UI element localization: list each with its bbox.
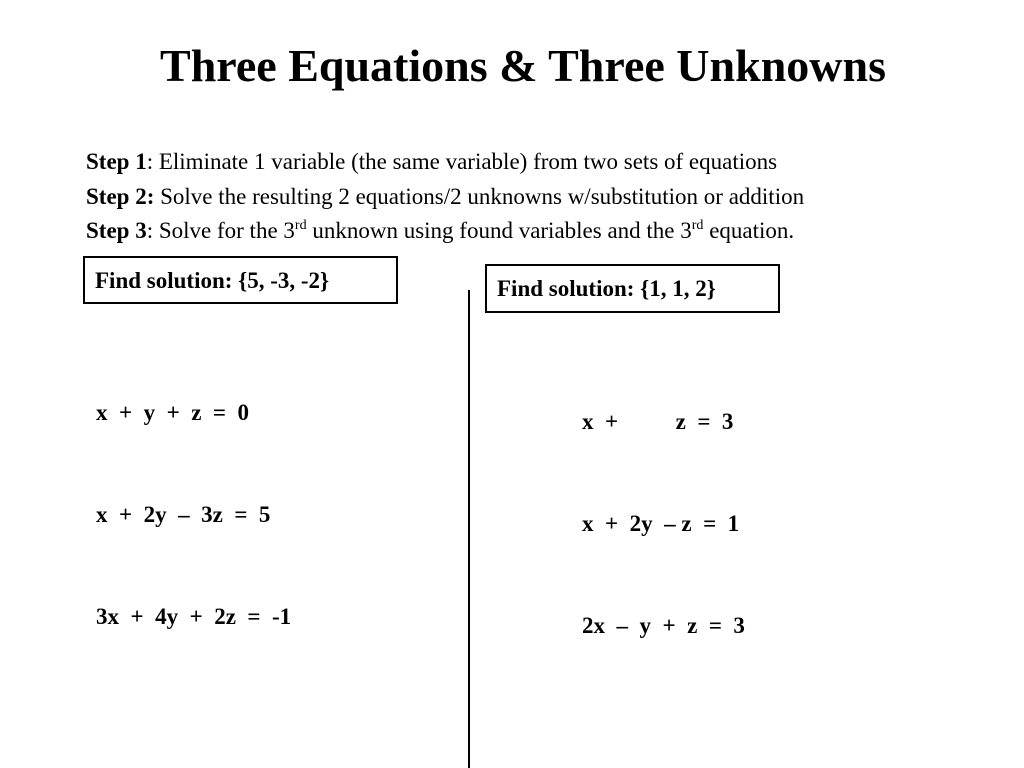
right-equation-3: 2x – y + z = 3 (582, 613, 745, 638)
step-3-label: Step 3 (86, 218, 147, 243)
right-equation-system (582, 337, 745, 677)
left-equation-3: 3x + 4y + 2z = -1 (96, 604, 292, 629)
step-1 (86, 145, 804, 180)
left-equation-system (96, 328, 291, 668)
step-3-text-c: equation. (703, 218, 795, 243)
step-2-label: Step 2: (86, 183, 155, 209)
right-equation-1: x + z = 3 (582, 409, 734, 434)
steps-list (86, 145, 804, 249)
right-solution-box: Find solution: {1, 1, 2} (485, 264, 780, 313)
step-3 (86, 214, 804, 249)
vertical-divider (468, 290, 470, 768)
step-3-text-a: : Solve for the 3 (146, 218, 295, 243)
step-3-superscript-a: rd (294, 218, 307, 233)
step-1-text: : Eliminate 1 variable (the same variable) from two sets of equations (146, 149, 778, 174)
left-equation-2: x + 2y – 3z = 5 (96, 502, 271, 527)
step-2 (86, 180, 804, 215)
slide-title: Three Equations & Three Unknowns (160, 40, 886, 91)
step-3-superscript-b: rd (691, 218, 704, 233)
step-2-text: Solve the resulting 2 equations/2 unknowns w/substitution or addition (154, 183, 805, 209)
left-solution-box: Find solution: {5, -3, -2} (83, 256, 398, 304)
left-equation-1: x + y + z = 0 (96, 400, 250, 425)
step-1-label: Step 1 (86, 149, 147, 174)
right-equation-2: x + 2y – z = 1 (582, 511, 740, 536)
step-3-text-b: unknown using found variables and the 3 (306, 218, 692, 243)
